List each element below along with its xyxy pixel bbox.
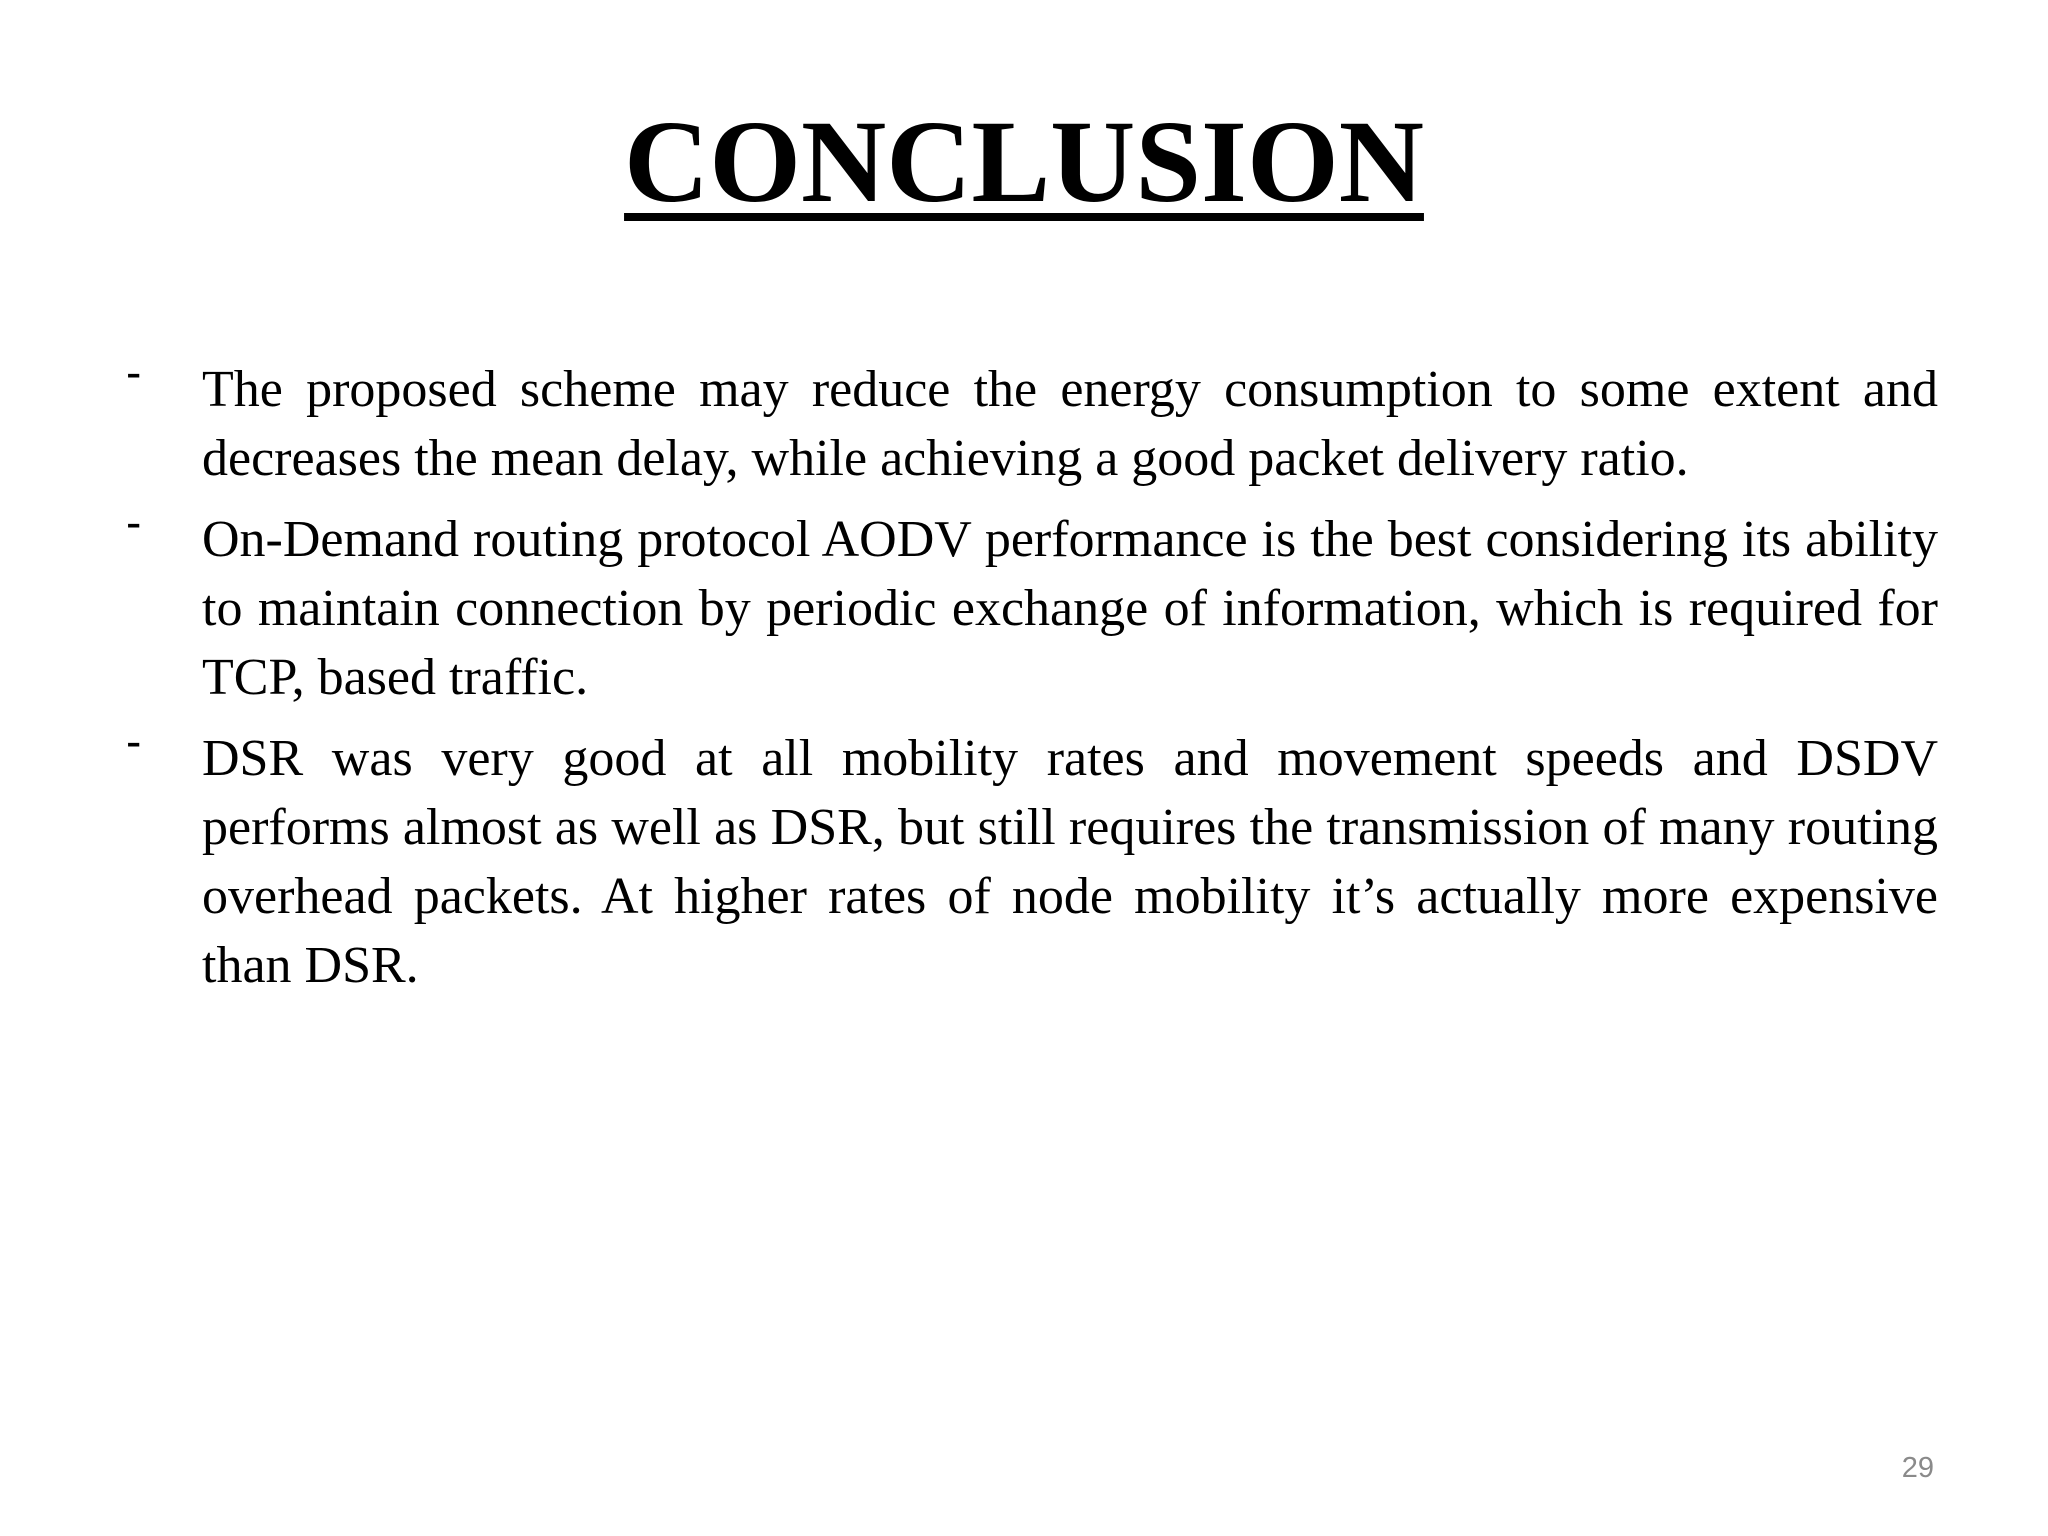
dash-bullet-icon: - <box>126 346 142 398</box>
bullet-text: DSR was very good at all mobility rates and movement speeds and DSDV performs almost as well as DSR, but still requires the transmission of many routing overhead packets. At higher rates of node mobility it’s actually more expensive than DSR. <box>202 730 1938 994</box>
page-number: 29 <box>1901 1452 1934 1484</box>
slide-title <box>0 92 2048 232</box>
bullet-text: The proposed scheme may reduce the energy consumption to some extent and decreases the mean delay, while achieving a good packet delivery ratio. <box>202 361 1938 487</box>
bullet-item <box>0 346 2048 493</box>
bullet-item <box>0 496 2048 712</box>
bullet-text: On-Demand routing protocol AODV performance is the best considering its ability to maintain connection by periodic exchange of information, which is required for TCP, based traffic. <box>202 511 1938 706</box>
slide-title-text: CONCLUSION <box>624 96 1424 227</box>
dash-bullet-icon: - <box>126 496 142 548</box>
dash-bullet-icon: - <box>126 715 142 767</box>
bullet-item <box>0 715 2048 1000</box>
bullet-list <box>0 346 2048 1012</box>
